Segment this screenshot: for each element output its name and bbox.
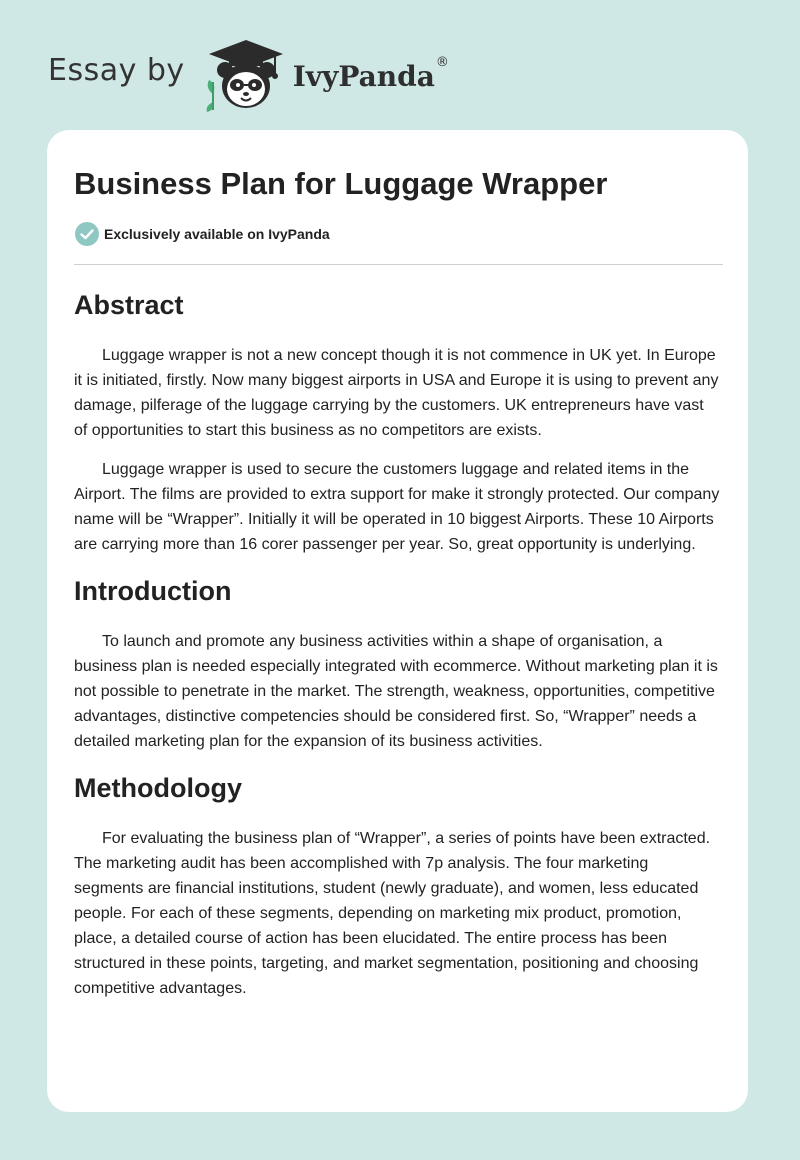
- brand-name[interactable]: IvyPanda: [292, 59, 435, 93]
- paragraph: Luggage wrapper is used to secure the customers luggage and related items in the Airport. The films are provided to extra support for make it strongly protected. Our company name will be “Wrapper”. Initially it will be operated in 10 biggest Airports. These 10 Airports are carrying more than 16 corer passenger per year. So, great opportunity is underlying.: [74, 461, 720, 553]
- article-card: [47, 130, 748, 1112]
- section-methodology: [74, 768, 721, 1001]
- registered-mark: ®: [435, 54, 449, 70]
- exclusive-badge-text: Exclusively available on IvyPanda: [104, 226, 330, 242]
- paragraph: To launch and promote any business activities within a shape of organisation, a business plan is needed especially integrated with ecommerce. Without marketing plan it is not possible to penetrate in the market. The strength, weakness, opportunities, competitive advantages, distinctive competencies should be considered first. So, “Wrapper” needs a detailed marketing plan for the expansion of its business activities.: [74, 633, 718, 750]
- section-heading: Methodology: [74, 773, 242, 803]
- paragraph: Luggage wrapper is not a new concept though it is not commence in UK yet. In Europe it is initiated, firstly. Now many biggest airports in USA and Europe it is using to prevent any damage, pilferage of the luggage carrying by the customers. UK entrepreneurs have vast of opportunities to start this business as no competitors are exists.: [74, 347, 719, 439]
- section-heading: Introduction: [74, 576, 232, 606]
- section-heading: Abstract: [74, 290, 184, 320]
- section-introduction: [74, 571, 721, 754]
- panda-graduate-icon[interactable]: [203, 36, 289, 112]
- site-header: [48, 36, 449, 112]
- exclusive-badge: [74, 220, 721, 248]
- section-abstract: [74, 285, 721, 557]
- page-title: Business Plan for Luggage Wrapper: [74, 166, 608, 201]
- essay-by-label: Essay by: [48, 52, 185, 88]
- paragraph: For evaluating the business plan of “Wrapper”, a series of points have been extracted. The marketing audit has been accomplished with 7p analysis. The four marketing segments are financial institutions, student (newly graduate), and women, less educated people. For each of these segments, depending on marketing mix product, promotion, place, a detailed course of action has been elucidated. The entire process has been structured in these points, targeting, and market segmentation, positioning and choosing competitive advantages.: [74, 830, 711, 997]
- check-circle-icon: [74, 221, 100, 247]
- title-divider: [74, 264, 723, 265]
